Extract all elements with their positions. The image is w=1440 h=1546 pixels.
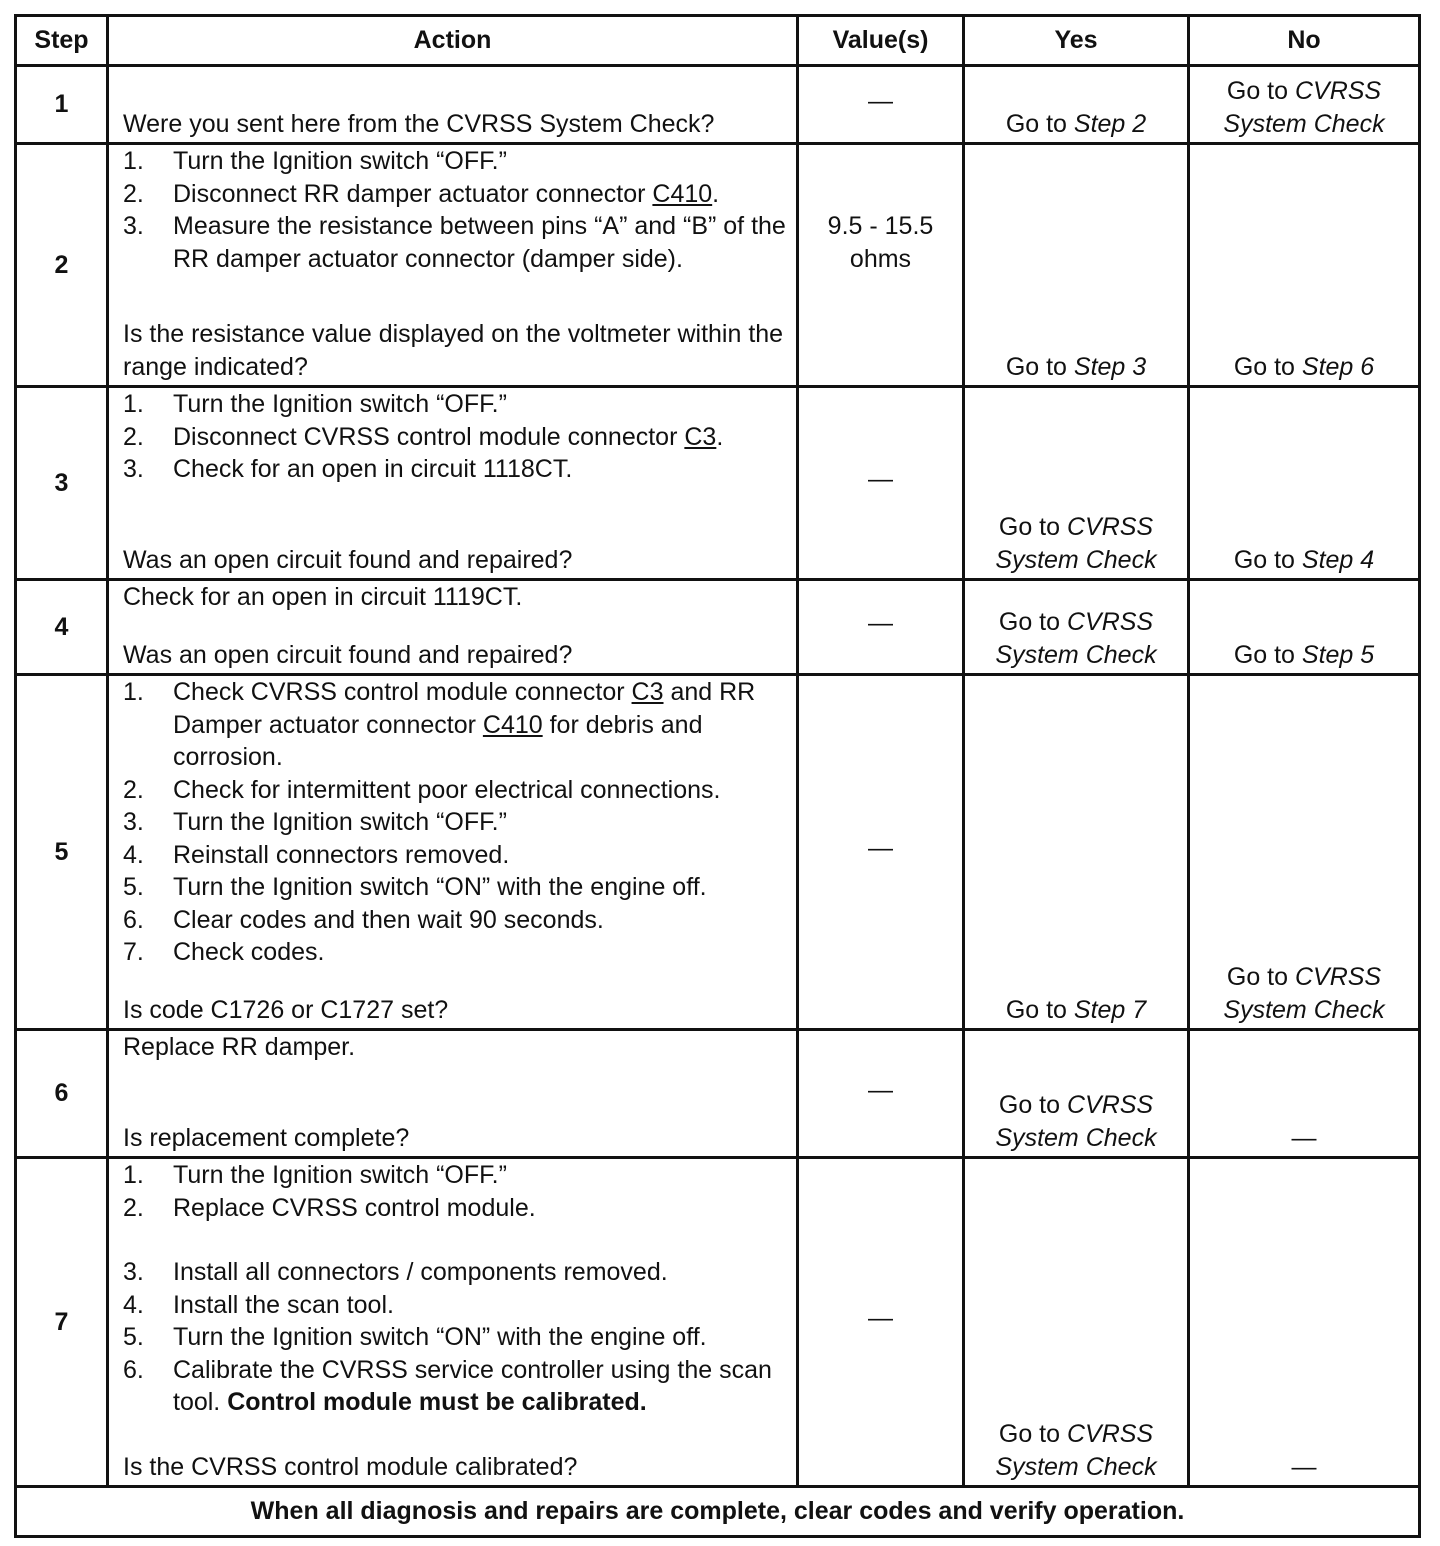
step-item-text: Check CVRSS control module connector <box>173 678 632 706</box>
header-action: Action <box>108 16 798 66</box>
yes-prefix: Go to <box>998 1091 1067 1119</box>
action-question: Was an open circuit found and repaired? <box>123 545 573 574</box>
no-prefix: Go to <box>1226 77 1295 105</box>
step-item-text-cont: . <box>712 179 720 208</box>
yes-cell <box>964 66 1189 144</box>
step-item-emphasis: Control module must be calibrated. <box>227 1388 647 1416</box>
action-step-item <box>123 1192 786 1225</box>
action-question: Is the CVRSS control module calibrated? <box>123 1452 578 1481</box>
header-step: Step <box>16 16 108 66</box>
step-number: 3 <box>16 387 108 580</box>
yes-target-link[interactable]: CVRSS System Check <box>995 1091 1157 1152</box>
step-item-text: Turn the Ignition switch “OFF.” <box>173 147 507 175</box>
value-text: — <box>868 833 893 862</box>
action-step-item <box>123 1256 786 1289</box>
yes-cell <box>964 675 1189 1030</box>
step-item-text: Calibrate the CVRSS service controller using the scan tool. <box>173 1355 772 1416</box>
value-text: — <box>868 86 893 115</box>
step-number: 7 <box>16 1158 108 1487</box>
action-cell <box>108 144 798 387</box>
step-number: 5 <box>16 675 108 1030</box>
action-step-item <box>123 1354 786 1419</box>
header-no: No <box>1189 16 1420 66</box>
no-target-link[interactable]: CVRSS System Check <box>1223 963 1385 1024</box>
action-cell <box>108 66 798 144</box>
step-item-text-cont: and RR Damper actuator connector <box>173 678 756 739</box>
action-instruction: Check for an open in circuit 1119CT. <box>123 583 523 611</box>
step-item-text: Turn the Ignition switch “ON” with the engine off. <box>173 873 707 901</box>
no-prefix: Go to <box>1226 963 1295 991</box>
action-question: Were you sent here from the CVRSS System Check? <box>123 109 715 138</box>
action-step-item <box>123 1289 786 1322</box>
no-action[interactable] <box>1190 961 1418 1026</box>
step-item-number: 2. <box>123 179 144 208</box>
action-steps-list <box>123 676 786 969</box>
step-item-text: Install the scan tool. <box>173 1290 394 1319</box>
footer-row <box>16 1487 1420 1537</box>
step-item-number: 2. <box>123 422 144 451</box>
step-row-7 <box>16 1158 1420 1487</box>
yes-target-link[interactable]: Step 2 <box>1073 109 1147 138</box>
yes-cell <box>964 144 1189 387</box>
no-cell <box>1189 1030 1420 1158</box>
step-item-text-cont: for debris and corrosion. <box>173 710 703 771</box>
step-item-number: 2. <box>123 1193 144 1222</box>
no-dash: — <box>1291 1452 1317 1481</box>
step-item-number: 6. <box>123 1355 144 1384</box>
yes-cell <box>964 387 1189 580</box>
step-item-text: Disconnect RR damper actuator connector <box>173 179 653 208</box>
no-cell <box>1189 675 1420 1030</box>
no-cell <box>1189 144 1420 387</box>
no-cell <box>1189 580 1420 675</box>
yes-target-link[interactable]: Step 7 <box>1073 995 1147 1024</box>
step-number: 1 <box>16 66 108 144</box>
yes-action[interactable] <box>965 351 1187 384</box>
yes-cell <box>964 580 1189 675</box>
yes-action[interactable] <box>965 108 1187 141</box>
no-target-link[interactable]: Step 6 <box>1301 352 1375 381</box>
step-item-number: 3. <box>123 455 144 483</box>
step-row-5 <box>16 675 1420 1030</box>
yes-prefix: Go to <box>1005 352 1074 381</box>
action-cell <box>108 675 798 1030</box>
values-cell <box>798 580 964 675</box>
action-steps-list <box>123 145 786 275</box>
step-number: 2 <box>16 144 108 387</box>
action-cell <box>108 580 798 675</box>
action-question: Was an open circuit found and repaired? <box>123 640 573 669</box>
values-cell <box>798 387 964 580</box>
step-item-number: 3. <box>123 212 144 240</box>
yes-action[interactable] <box>965 994 1187 1027</box>
value-text: — <box>868 608 893 637</box>
no-action[interactable] <box>1190 639 1418 672</box>
step-item-text: Check codes. <box>173 938 325 966</box>
diagnostic-table <box>14 14 1421 1538</box>
action-step-item <box>123 1159 786 1192</box>
step-item-number: 4. <box>123 840 144 869</box>
action-step-item <box>123 453 786 486</box>
step-item-text: Check for intermittent poor electrical connections. <box>173 775 721 804</box>
step-row-3 <box>16 387 1420 580</box>
step-number: 6 <box>16 1030 108 1158</box>
action-steps-list <box>123 388 786 486</box>
yes-target-link[interactable]: Step 3 <box>1073 352 1147 381</box>
step-item-text-cont: . <box>716 422 724 451</box>
step-item-number: 1. <box>123 1161 144 1189</box>
action-step-item <box>123 806 786 839</box>
values-cell <box>798 66 964 144</box>
step-item-text: Turn the Ignition switch “OFF.” <box>173 390 507 418</box>
connector-link[interactable]: C3 <box>684 422 717 451</box>
no-prefix: Go to <box>1233 640 1302 669</box>
values-cell <box>798 1030 964 1158</box>
no-cell <box>1189 387 1420 580</box>
step-item-number: 3. <box>123 1258 144 1286</box>
value-text: — <box>868 464 893 493</box>
step-item-number: 1. <box>123 678 144 706</box>
yes-prefix: Go to <box>998 513 1067 541</box>
yes-action[interactable] <box>965 1089 1187 1154</box>
action-step-item <box>123 676 786 774</box>
no-cell <box>1189 1158 1420 1487</box>
yes-target-link[interactable]: CVRSS System Check <box>995 608 1157 669</box>
value-text: — <box>868 1303 893 1332</box>
no-prefix: Go to <box>1233 545 1302 574</box>
action-cell <box>108 1030 798 1158</box>
step-row-2 <box>16 144 1420 387</box>
yes-action[interactable] <box>965 511 1187 576</box>
no-action[interactable] <box>1190 1122 1418 1155</box>
connector-link[interactable]: C3 <box>631 678 664 706</box>
action-step-item <box>123 210 786 275</box>
action-question: Is code C1726 or C1727 set? <box>123 995 449 1024</box>
yes-action[interactable] <box>965 606 1187 671</box>
yes-cell <box>964 1030 1189 1158</box>
action-cell <box>108 1158 798 1487</box>
action-step-item <box>123 178 786 211</box>
step-item-text: Clear codes and then wait 90 seconds. <box>173 905 604 934</box>
yes-cell <box>964 1158 1189 1487</box>
value-text: — <box>868 1075 893 1104</box>
step-item-number: 6. <box>123 905 144 934</box>
action-step-item <box>123 904 786 937</box>
no-dash: — <box>1291 1123 1317 1152</box>
action-step-item <box>123 936 786 969</box>
values-cell <box>798 675 964 1030</box>
no-action[interactable] <box>1190 75 1418 140</box>
yes-target-link[interactable]: CVRSS System Check <box>995 513 1157 574</box>
no-action[interactable] <box>1190 544 1418 577</box>
action-step-item <box>123 388 786 421</box>
action-step-item <box>123 1321 786 1354</box>
yes-action[interactable] <box>965 1418 1187 1483</box>
step-row-4 <box>16 580 1420 675</box>
step-item-text: Replace CVRSS control module. <box>173 1193 536 1222</box>
yes-prefix: Go to <box>998 1420 1067 1448</box>
step-item-number: 3. <box>123 808 144 836</box>
step-row-6 <box>16 1030 1420 1158</box>
action-step-item <box>123 145 786 178</box>
step-item-number: 7. <box>123 938 144 966</box>
step-item-text: Turn the Ignition switch “ON” with the engine off. <box>173 1323 707 1351</box>
yes-prefix: Go to <box>1005 995 1074 1024</box>
values-cell <box>798 144 964 387</box>
step-item-text: Reinstall connectors removed. <box>173 840 510 869</box>
step-item-text: Install all connectors / components removed. <box>173 1258 668 1286</box>
step-item-text: Turn the Ignition switch “OFF.” <box>173 808 507 836</box>
step-item-text: Check for an open in circuit 1118CT. <box>173 455 573 483</box>
step-row-1 <box>16 66 1420 144</box>
step-item-text: Turn the Ignition switch “OFF.” <box>173 1161 507 1189</box>
no-prefix: Go to <box>1233 352 1302 381</box>
no-action[interactable] <box>1190 351 1418 384</box>
values-cell <box>798 1158 964 1487</box>
header-yes: Yes <box>964 16 1189 66</box>
action-step-item <box>123 871 786 904</box>
yes-prefix: Go to <box>1005 109 1074 138</box>
action-question: Is replacement complete? <box>123 1123 410 1152</box>
connector-link[interactable]: C410 <box>652 179 713 208</box>
yes-target-link[interactable]: CVRSS System Check <box>995 1420 1157 1481</box>
yes-prefix: Go to <box>998 608 1067 636</box>
step-item-text: Disconnect CVRSS control module connector <box>173 422 685 451</box>
step-number: 4 <box>16 580 108 675</box>
action-question: Is the resistance value displayed on the voltmeter within the range indicated? <box>123 320 784 381</box>
action-instruction: Replace RR damper. <box>123 1033 356 1061</box>
no-cell <box>1189 66 1420 144</box>
value-text: 9.5 - 15.5 ohms <box>827 212 934 273</box>
step-item-number: 1. <box>123 147 144 175</box>
footer-note: When all diagnosis and repairs are complete, clear codes and verify operation. <box>16 1487 1420 1537</box>
step-item-number: 5. <box>123 873 144 901</box>
step-item-number: 1. <box>123 390 144 418</box>
action-step-item <box>123 839 786 872</box>
action-steps-list <box>123 1159 786 1419</box>
step-item-number: 2. <box>123 775 144 804</box>
step-item-number: 4. <box>123 1290 144 1319</box>
action-step-item <box>123 421 786 454</box>
no-target-link[interactable]: Step 5 <box>1301 640 1375 669</box>
step-item-number: 5. <box>123 1323 144 1351</box>
action-step-item <box>123 774 786 807</box>
no-action[interactable] <box>1190 1451 1418 1484</box>
header-row <box>16 16 1420 66</box>
action-cell <box>108 387 798 580</box>
no-target-link[interactable]: Step 4 <box>1301 545 1375 574</box>
no-target-link[interactable]: CVRSS System Check <box>1223 77 1385 138</box>
step-item-text: Measure the resistance between pins “A” and “B” of the RR damper actuator connector (damper side). <box>173 212 786 273</box>
header-values: Value(s) <box>798 16 964 66</box>
connector-link[interactable]: C410 <box>482 710 543 739</box>
